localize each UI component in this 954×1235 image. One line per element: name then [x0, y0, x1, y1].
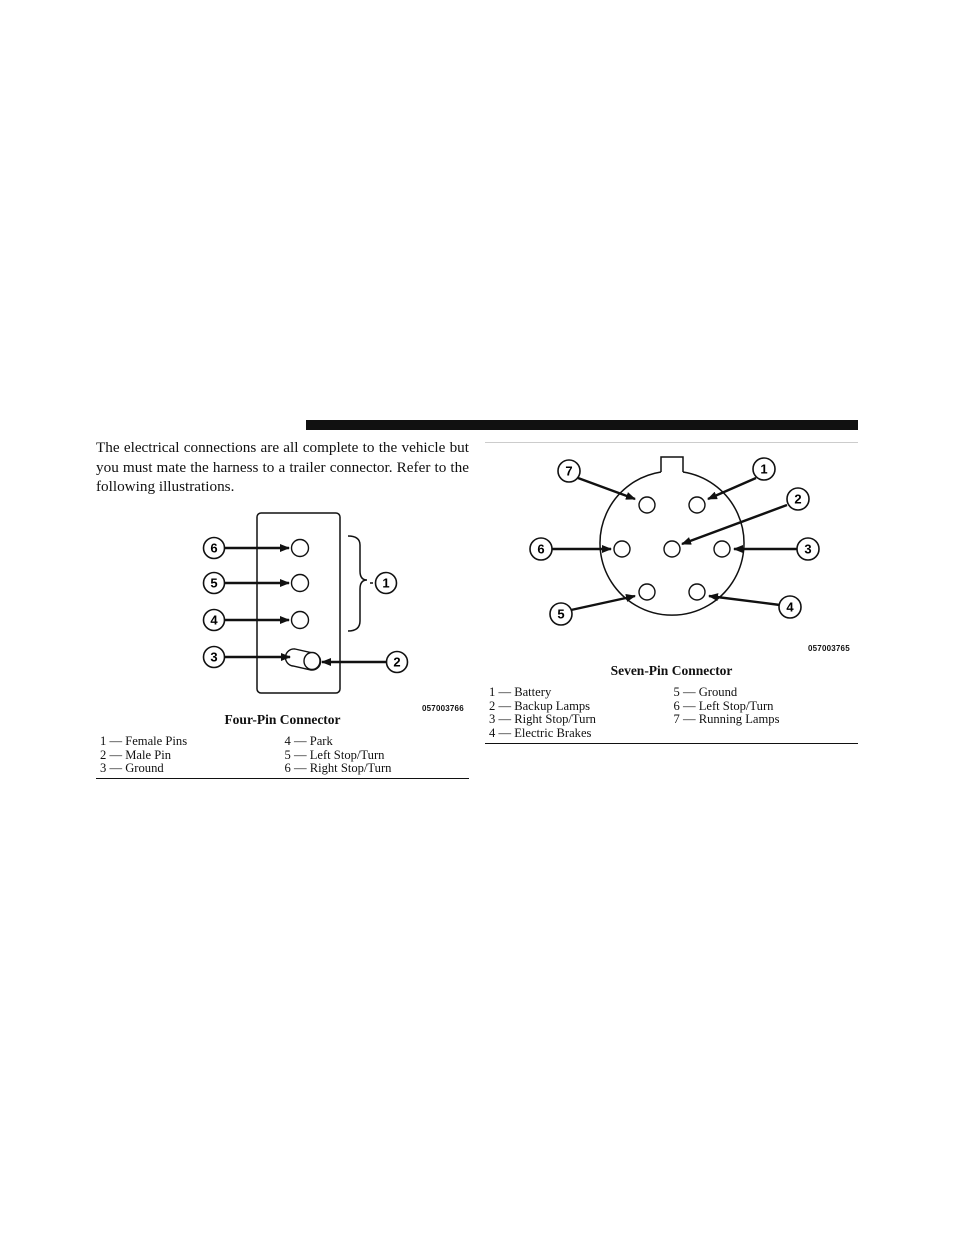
legend-item: 3 — Right Stop/Turn [489, 712, 596, 727]
callout-4 [779, 596, 801, 618]
seven-pin-connector-diagram [485, 445, 858, 660]
four-pin-connector-diagram [190, 505, 470, 705]
callout-4 [204, 610, 225, 631]
callout-5 [550, 603, 572, 625]
pin-7 [639, 497, 655, 513]
callout-7 [558, 460, 580, 482]
seven-pin-legend [489, 686, 858, 740]
seven-pin-top-rule [485, 442, 858, 443]
four-pin-caption: Four-Pin Connector [224, 712, 341, 727]
callout-label: 6 [537, 541, 545, 557]
callout-label: 4 [210, 612, 218, 628]
callout-label: 4 [786, 599, 794, 615]
four-pin-legend-rule [96, 778, 469, 779]
seven-pin-figure-code: 057003765 [808, 644, 850, 653]
callout-3 [797, 538, 819, 560]
callout-label: 6 [210, 540, 218, 556]
legend-item: 4 — Electric Brakes [489, 725, 592, 740]
legend-item: 2 — Backup Lamps [489, 698, 591, 713]
female-pin [292, 540, 309, 557]
callout-1 [376, 573, 397, 594]
callout-6 [530, 538, 552, 560]
legend-item: 2 — Male Pin [100, 747, 172, 762]
legend-item: 5 — Left Stop/Turn [284, 747, 385, 762]
legend-item: 4 — Park [284, 734, 333, 748]
callout-label: 2 [794, 491, 802, 507]
callout-1 [753, 458, 775, 480]
callout-label: 5 [557, 606, 565, 622]
seven-pin-legend-rule [485, 743, 858, 744]
callout-label: 2 [393, 654, 401, 670]
pin-3 [714, 541, 730, 557]
pin-2 [664, 541, 680, 557]
legend-item: 5 — Ground [673, 685, 738, 699]
pin-6 [614, 541, 630, 557]
pin-4 [689, 584, 705, 600]
legend-item: 1 — Female Pins [100, 734, 188, 748]
callout-2 [787, 488, 809, 510]
four-pin-legend [100, 735, 469, 776]
seven-pin-caption: Seven-Pin Connector [610, 663, 733, 678]
legend-item: 3 — Ground [100, 761, 164, 776]
legend-item: 7 — Running Lamps [673, 712, 780, 727]
legend-item: 6 — Left Stop/Turn [673, 698, 774, 713]
legend-item: 1 — Battery [489, 685, 552, 699]
callout-3 [204, 647, 225, 668]
pin-5 [639, 584, 655, 600]
callout-label: 5 [210, 575, 218, 591]
callout-label: 7 [565, 463, 573, 479]
callout-label: 3 [210, 649, 218, 665]
female-pin [292, 575, 309, 592]
callout-label: 3 [804, 541, 812, 557]
female-pins-bracket [348, 536, 367, 631]
legend-item [674, 727, 859, 741]
callout-label: 1 [760, 461, 768, 477]
legend-item: 6 — Right Stop/Turn [284, 761, 392, 776]
connector-body [600, 457, 744, 615]
female-pin [292, 612, 309, 629]
callout-2 [387, 652, 408, 673]
intro-paragraph: The electrical connections are all complete to the vehicle but you must mate the harness to a trailer connector. Refer to the following illustrations. [96, 439, 469, 495]
pin-1 [689, 497, 705, 513]
callout-label: 1 [382, 575, 390, 591]
callout-6 [204, 538, 225, 559]
callout-5 [204, 573, 225, 594]
four-pin-figure-code: 057003766 [422, 704, 464, 713]
section-header-bar [306, 420, 858, 430]
